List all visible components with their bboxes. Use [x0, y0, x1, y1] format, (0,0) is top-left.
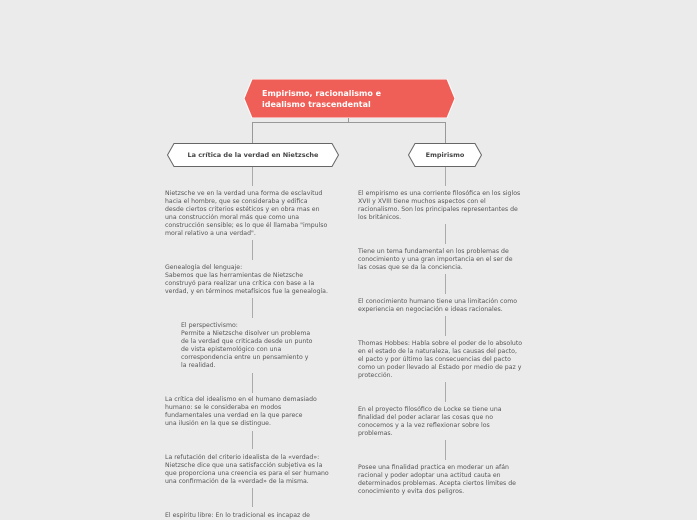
empirismo-note-limitacion[interactable]: El conocimiento humano tiene una limitación como experiencia en negociación e ideas racionales. — [358, 298, 518, 314]
right-note-connector — [445, 167, 446, 186]
right-note-connector — [445, 274, 446, 294]
empirismo-note-definicion[interactable]: El empirismo es una corriente filosófica en los siglos XVII y XVIII tiene muchos aspectos con el racionalismo. Son los principales representantes de los británicos. — [358, 190, 521, 222]
left-note-connector — [252, 373, 253, 393]
empirismo-note-finalidad[interactable]: Posee una finalidad practica en moderar un afán racional y poder adoptar una actitud cauta en determinados problemas. Acepta ciertos límites de conocimiento y evita dos peligros. — [358, 464, 516, 496]
branch-nietzsche[interactable] — [167, 143, 339, 167]
nietzsche-note-perspectivismo[interactable]: El perspectivismo: Permite a Nietzsche disolver un problema de la verdad que criticada desde un punto de vista epistemológico con una correspondencia entre un pensamiento y la realidad. — [181, 322, 313, 370]
root-topic-title: Empirismo, racionalismo e idealismo trascendental — [262, 89, 382, 109]
empirismo-note-hobbes[interactable]: Thomas Hobbes: Habla sobre el poder de lo absoluto en el estado de la naturaleza, las causas del pacto, el pacto y por último las consecuencias del pacto como un poder llevado al Estado por medio de paz y protección. — [358, 340, 523, 380]
right-note-connector — [445, 440, 446, 460]
root-topic[interactable] — [244, 79, 455, 118]
empirismo-note-locke[interactable]: En el proyecto filosófico de Locke se tiene una finalidad del poder aclarar las cosas que no conocemos y a la vez reflexionar sobre los problemas. — [358, 406, 502, 438]
left-note-connector — [252, 488, 253, 507]
branch-nietzsche-label: La crítica de la verdad en Nietzsche — [187, 151, 319, 159]
nietzsche-note-idealismo[interactable]: La crítica del idealismo en el humano demasiado humano: se le consideraba en modos fundamentales una verdad en la que parece una ilusión en la que se distingue. — [165, 396, 317, 428]
right-branch-connector — [445, 122, 446, 144]
right-note-connector — [445, 382, 446, 402]
right-note-connector — [445, 316, 446, 336]
nietzsche-note-refutacion[interactable]: La refutación del criterio idealista de la «verdad»: Nietzsche dice que una satisfacción subjetiva es la que proporciona una creencia es para el ser humano una confirmación de la «verdad» de la misma. — [165, 454, 329, 486]
left-note-connector — [252, 431, 253, 449]
nietzsche-note-genealogia[interactable]: Genealogía del lenguaje: Sabemos que las herramientas de Nietzsche construyó para realizar una crítica con base a la verdad, y en términos metafísicos fue la genealogía. — [165, 264, 328, 296]
left-branch-connector — [252, 122, 253, 144]
right-note-connector — [445, 224, 446, 244]
left-note-connector — [252, 298, 253, 318]
nietzsche-note-verdad[interactable]: Nietzsche ve en la verdad una forma de esclavitud hacia el hombre, que se consideraba y edifica desde ciertos criterios estéticos y en obra mas en una construcción moral más que como una construcción sensible; es lo que él llamaba "impulso moral relativo a una verdad". — [165, 190, 328, 238]
left-note-connector — [252, 167, 253, 186]
left-note-connector — [252, 240, 253, 260]
root-connector-bar — [252, 122, 446, 123]
branch-empirismo-label: Empirismo — [425, 151, 465, 159]
branch-empirismo[interactable] — [408, 143, 482, 167]
nietzsche-note-espiritu-libre[interactable]: El espíritu libre: En lo tradicional es incapaz de — [165, 512, 310, 519]
empirismo-note-tema[interactable]: Tiene un tema fundamental en los problemas de conocimiento y una gran importancia en el ser de las cosas que se da la conciencia. — [358, 248, 513, 272]
